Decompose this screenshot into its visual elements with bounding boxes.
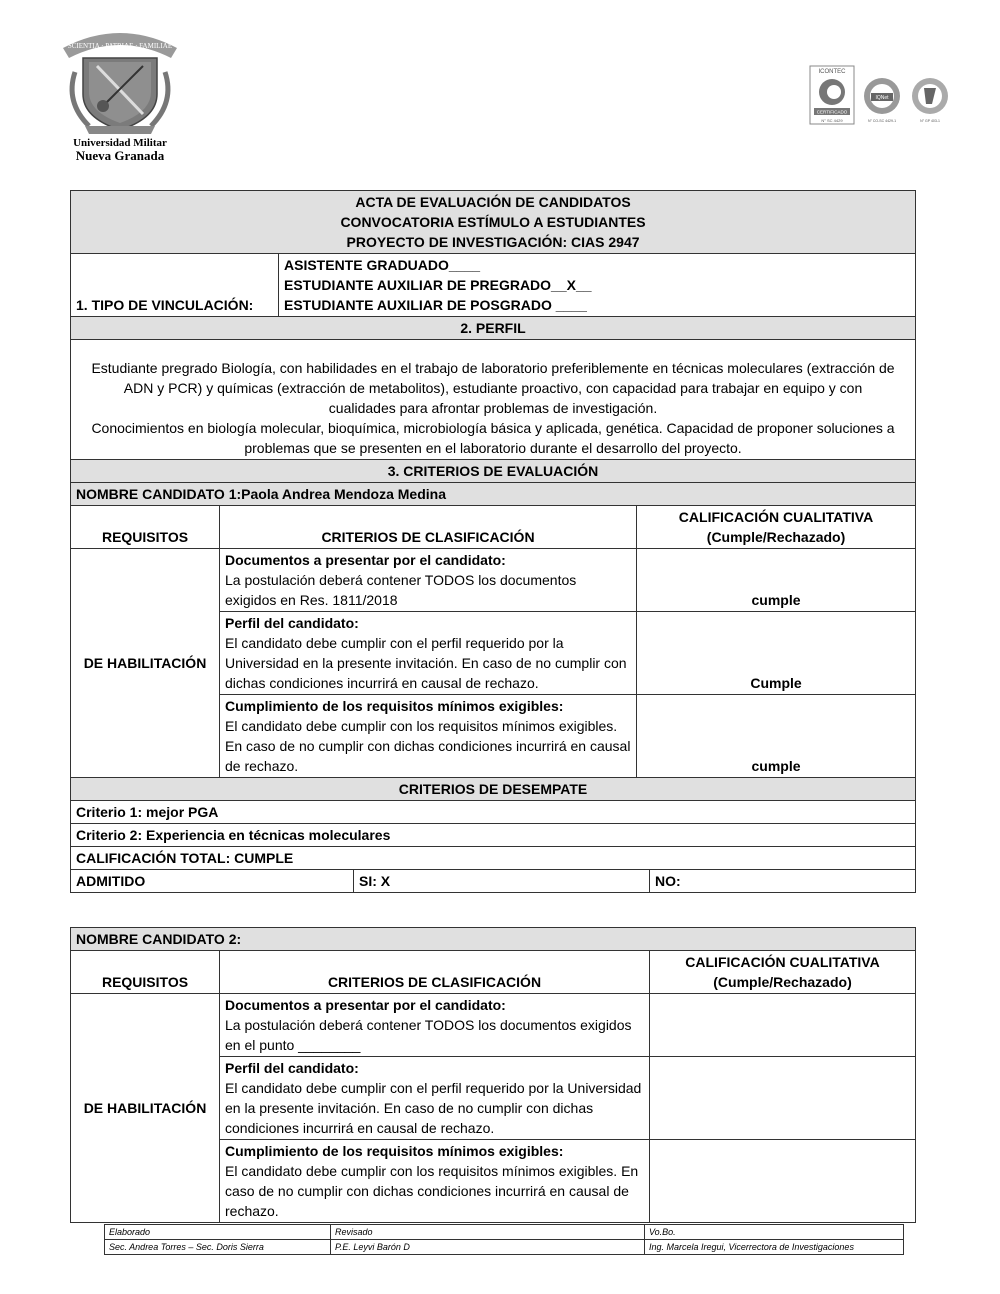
habilitacion-label: DE HABILITACIÓN — [71, 549, 220, 778]
university-crest-icon — [55, 22, 185, 162]
criterion-requisitos-minimos — [220, 1140, 650, 1223]
criterion-text: La postulación deberá contener TODOS los documentos exigidos en el punto ________ — [225, 1017, 632, 1053]
motto-text: SCIENTIA · PATRIAE · FAMILIAE — [67, 42, 173, 50]
footer-vobo-header: Vo.Bo. — [645, 1225, 904, 1240]
tipo-vinculacion-label: 1. TIPO DE VINCULACIÓN: — [71, 254, 279, 317]
option-auxiliar-posgrado: ESTUDIANTE AUXILIAR DE POSGRADO ____ — [284, 297, 587, 313]
col-requisitos: REQUISITOS — [71, 506, 220, 549]
candidate-2-name: NOMBRE CANDIDATO 2: — [71, 928, 916, 951]
iqnet-label: IQNet — [875, 95, 889, 101]
admitido-si: SI: X — [354, 870, 650, 893]
footer-approvals — [104, 1224, 904, 1255]
university-logo — [55, 22, 185, 162]
col-criterios: CRITERIOS DE CLASIFICACIÓN — [220, 951, 650, 994]
col-requisitos: REQUISITOS — [71, 951, 220, 994]
criterion-title: Perfil del candidato: — [225, 615, 359, 631]
col-calificacion-line-1: CALIFICACIÓN CUALITATIVA — [678, 509, 874, 525]
criterion-result: Cumple — [637, 612, 916, 695]
criterion-title: Documentos a presentar por el candidato: — [225, 552, 506, 568]
cert-label: CERTIFICADO — [816, 109, 848, 115]
university-name-line2: Nueva Granada — [75, 148, 165, 162]
cert-number-1: N° SC 4429 — [821, 118, 843, 123]
footer-vobo-value: Ing. Marcela Iregui, Vicerrectora de Investigaciones — [645, 1240, 904, 1255]
col-criterios: CRITERIOS DE CLASIFICACIÓN — [220, 506, 637, 549]
candidate-1-name: NOMBRE CANDIDATO 1:Paola Andrea Mendoza Medina — [71, 483, 916, 506]
col-calificacion-line-2: (Cumple/Rechazado) — [706, 529, 846, 545]
criterion-documentos — [220, 549, 637, 612]
criterion-text: El candidato debe cumplir con el perfil requerido por la Universidad en la presente invitación. En caso de no cumplir con dichas condiciones incurrirá en causal de rechazo. — [225, 1080, 642, 1136]
col-calificacion — [650, 951, 916, 994]
calificacion-total: CALIFICACIÓN TOTAL: CUMPLE — [71, 847, 916, 870]
admitido-no: NO: — [650, 870, 916, 893]
criterion-result: cumple — [637, 695, 916, 778]
acta-title-line-1: ACTA DE EVALUACIÓN DE CANDIDATOS — [355, 194, 631, 210]
criterion-text: El candidato debe cumplir con el perfil requerido por la Universidad en la presente invitación. En caso de no cumplir con dichas condiciones incurrirá en causal de rechazo. — [225, 635, 627, 691]
acta-title-line-3: PROYECTO DE INVESTIGACIÓN: CIAS 2947 — [346, 234, 640, 250]
criterion-title: Perfil del candidato: — [225, 1060, 359, 1076]
criterion-title: Documentos a presentar por el candidato: — [225, 997, 506, 1013]
footer-elaborado-value: Sec. Andrea Torres – Sec. Doris Sierra — [105, 1240, 331, 1255]
footer-revisado-value: P.E. Leyvi Barón D — [331, 1240, 645, 1255]
acta-title — [71, 191, 916, 254]
acta-title-line-2: CONVOCATORIA ESTÍMULO A ESTUDIANTES — [340, 214, 646, 230]
criterion-perfil — [220, 612, 637, 695]
evaluation-table-candidate-1 — [70, 190, 916, 893]
col-calificacion-line-1: CALIFICACIÓN CUALITATIVA — [685, 954, 880, 970]
col-calificacion — [637, 506, 916, 549]
criterio-desempate-2: Criterio 2: Experiencia en técnicas moleculares — [71, 824, 916, 847]
criterion-result — [650, 994, 916, 1057]
option-auxiliar-pregrado: ESTUDIANTE AUXILIAR DE PREGRADO__X__ — [284, 277, 592, 293]
footer-revisado-header: Revisado — [331, 1225, 645, 1240]
option-asistente-graduado: ASISTENTE GRADUADO____ — [284, 257, 481, 273]
criterion-text: La postulación deberá contener TODOS los documentos exigidos en Res. 1811/2018 — [225, 572, 577, 608]
certification-icon — [808, 64, 953, 126]
cert-number-3: N° GP 403-1 — [920, 119, 940, 123]
habilitacion-label: DE HABILITACIÓN — [71, 994, 220, 1223]
certification-logos — [808, 64, 953, 126]
perfil-description — [71, 340, 916, 460]
perfil-text-1: Estudiante pregrado Biología, con habilidades en el trabajo de laboratorio preferiblemente en técnicas moleculares (extracción de ADN y PCR) y químicas (extracción de metabolitos), estudiante proactivo, con capacidad para trabajar en equipo y con cualidades para afrontar problemas de investigación. — [91, 360, 895, 416]
admitido-label: ADMITIDO — [71, 870, 354, 893]
criterion-text: El candidato debe cumplir con los requisitos mínimos exigibles. En caso de no cumplir con dichas condiciones incurrirá en causal de rechazo. — [225, 1163, 639, 1219]
criterion-text: El candidato debe cumplir con los requisitos mínimos exigibles. En caso de no cumplir con dichas condiciones incurrirá en causal de rechazo. — [225, 718, 631, 774]
criterion-result — [650, 1057, 916, 1140]
perfil-heading: 2. PERFIL — [71, 317, 916, 340]
evaluation-table-candidate-2 — [70, 927, 916, 1223]
criterion-documentos — [220, 994, 650, 1057]
criterion-perfil — [220, 1057, 650, 1140]
criterion-title: Cumplimiento de los requisitos mínimos exigibles: — [225, 1143, 564, 1159]
criterion-result — [650, 1140, 916, 1223]
criterio-desempate-1: Criterio 1: mejor PGA — [71, 801, 916, 824]
footer-elaborado-header: Elaborado — [105, 1225, 331, 1240]
cert-number-2: N° CO-SC 4429-1 — [867, 119, 897, 123]
criterion-result: cumple — [637, 549, 916, 612]
desempate-heading: CRITERIOS DE DESEMPATE — [71, 778, 916, 801]
criterios-heading: 3. CRITERIOS DE EVALUACIÓN — [71, 460, 916, 483]
criterion-requisitos-minimos — [220, 695, 637, 778]
perfil-text-2: Conocimientos en biología molecular, bioquímica, microbiología básica y aplicada, genética. Capacidad de proponer soluciones a problemas que se presenten en el laboratorio durante el desarrollo del proyecto. — [91, 420, 895, 456]
icontec-label: ICONTEC — [818, 69, 846, 75]
tipo-vinculacion-options — [279, 254, 916, 317]
criterion-title: Cumplimiento de los requisitos mínimos exigibles: — [225, 698, 564, 714]
col-calificacion-line-2: (Cumple/Rechazado) — [713, 974, 852, 990]
university-name-line1: Universidad Militar — [73, 137, 167, 149]
